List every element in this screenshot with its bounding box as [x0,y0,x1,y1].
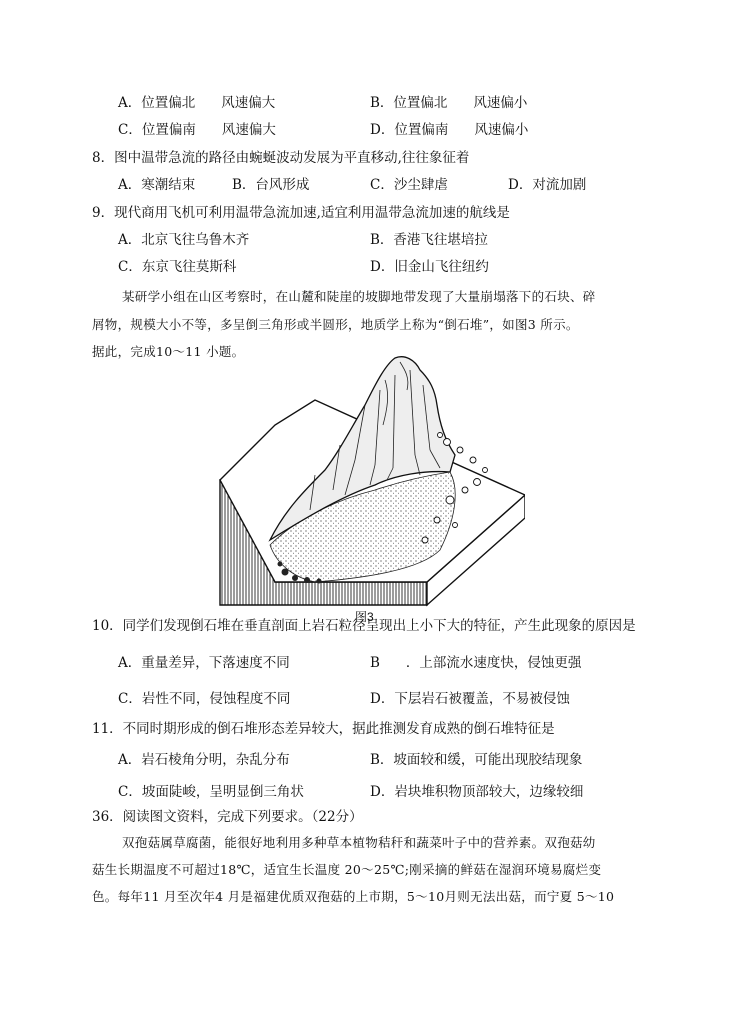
q8-option-b: B．台风形成 [232,177,310,193]
q9-option-b: B．香港飞往堪培拉 [370,232,488,248]
q11-option-c: C．坡面陡峻，呈明显倒三角状 [118,784,304,800]
q9-option-c: C．东京飞往莫斯科 [118,259,237,275]
q9-option-d: D．旧金山飞往纽约 [370,259,489,275]
q10-option-d: D．下层岩石被覆盖，不易被侵蚀 [370,691,570,707]
q11-option-a: A．岩石棱角分明，杂乱分布 [118,752,290,768]
q7-option-c: C．位置偏南 风速偏大 [118,122,276,138]
q36-line-1: 双孢菇属草腐菌，能很好地利用多种草本植物秸秆和蔬菜叶子中的营养素。双孢菇幼 [122,835,596,850]
talus-block-diagram [215,350,525,610]
q7-option-a: A．位置偏北 风速偏大 [118,95,276,111]
intro-line-1: 某研学小组在山区考察时，在山麓和陡崖的坡脚地带发现了大量崩塌落下的石块、碎 [122,289,596,304]
q9-stem: 9．现代商用飞机可利用温带急流加速,适宜利用温带急流加速的航线是 [92,205,510,221]
q10-option-a: A．重量差异，下落速度不同 [118,655,290,671]
q7-option-b: B．位置偏北 风速偏小 [370,95,528,111]
talus-figure [215,350,525,624]
q9-option-a: A．北京飞往乌鲁木齐 [118,232,250,248]
q10-option-b: B ．上部流水速度快，侵蚀更强 [370,655,582,671]
q36-line-2: 菇生长期温度不可超过18℃，适宜生长温度 20～25℃;刚采摘的鲜菇在湿润环境易腐烂变 [92,862,602,877]
q36-stem: 36．阅读图文资料，完成下列要求。（22分） [92,809,363,825]
q8-option-d: D．对流加剧 [508,177,587,193]
q36-line-3: 色。每年11 月至次年4 月是福建优质双孢菇的上市期，5～10月则无法出菇，而宁夏 5～10 [92,889,615,904]
q11-stem: 11．不同时期形成的倒石堆形态差异较大，据此推测发育成熟的倒石堆特征是 [92,721,555,737]
intro-line-2: 屑物，规模大小不等，多呈倒三角形或半圆形，地质学上称为“倒石堆”，如图3 所示。 [92,317,579,332]
q8-option-c: C．沙尘肆虐 [370,177,448,193]
intro-line-3: 据此，完成10～11 小题。 [92,344,245,359]
q8-stem: 8．图中温带急流的路径由蜿蜒波动发展为平直移动,往往象征着 [92,150,470,166]
q7-option-d: D．位置偏南 风速偏小 [370,122,529,138]
q8-option-a: A．寒潮结束 [118,177,196,193]
q11-option-b: B．坡面较和缓，可能出现胶结现象 [370,752,583,768]
q11-option-d: D．岩块堆积物顶部较大，边缘较细 [370,784,584,800]
q10-option-c: C．岩性不同，侵蚀程度不同 [118,691,291,707]
figure-caption: 图3 [355,610,374,624]
q10-stem: 10．同学们发现倒石堆在垂直剖面上岩石粒径呈现出上小下大的特征，产生此现象的原因是 [92,618,636,634]
